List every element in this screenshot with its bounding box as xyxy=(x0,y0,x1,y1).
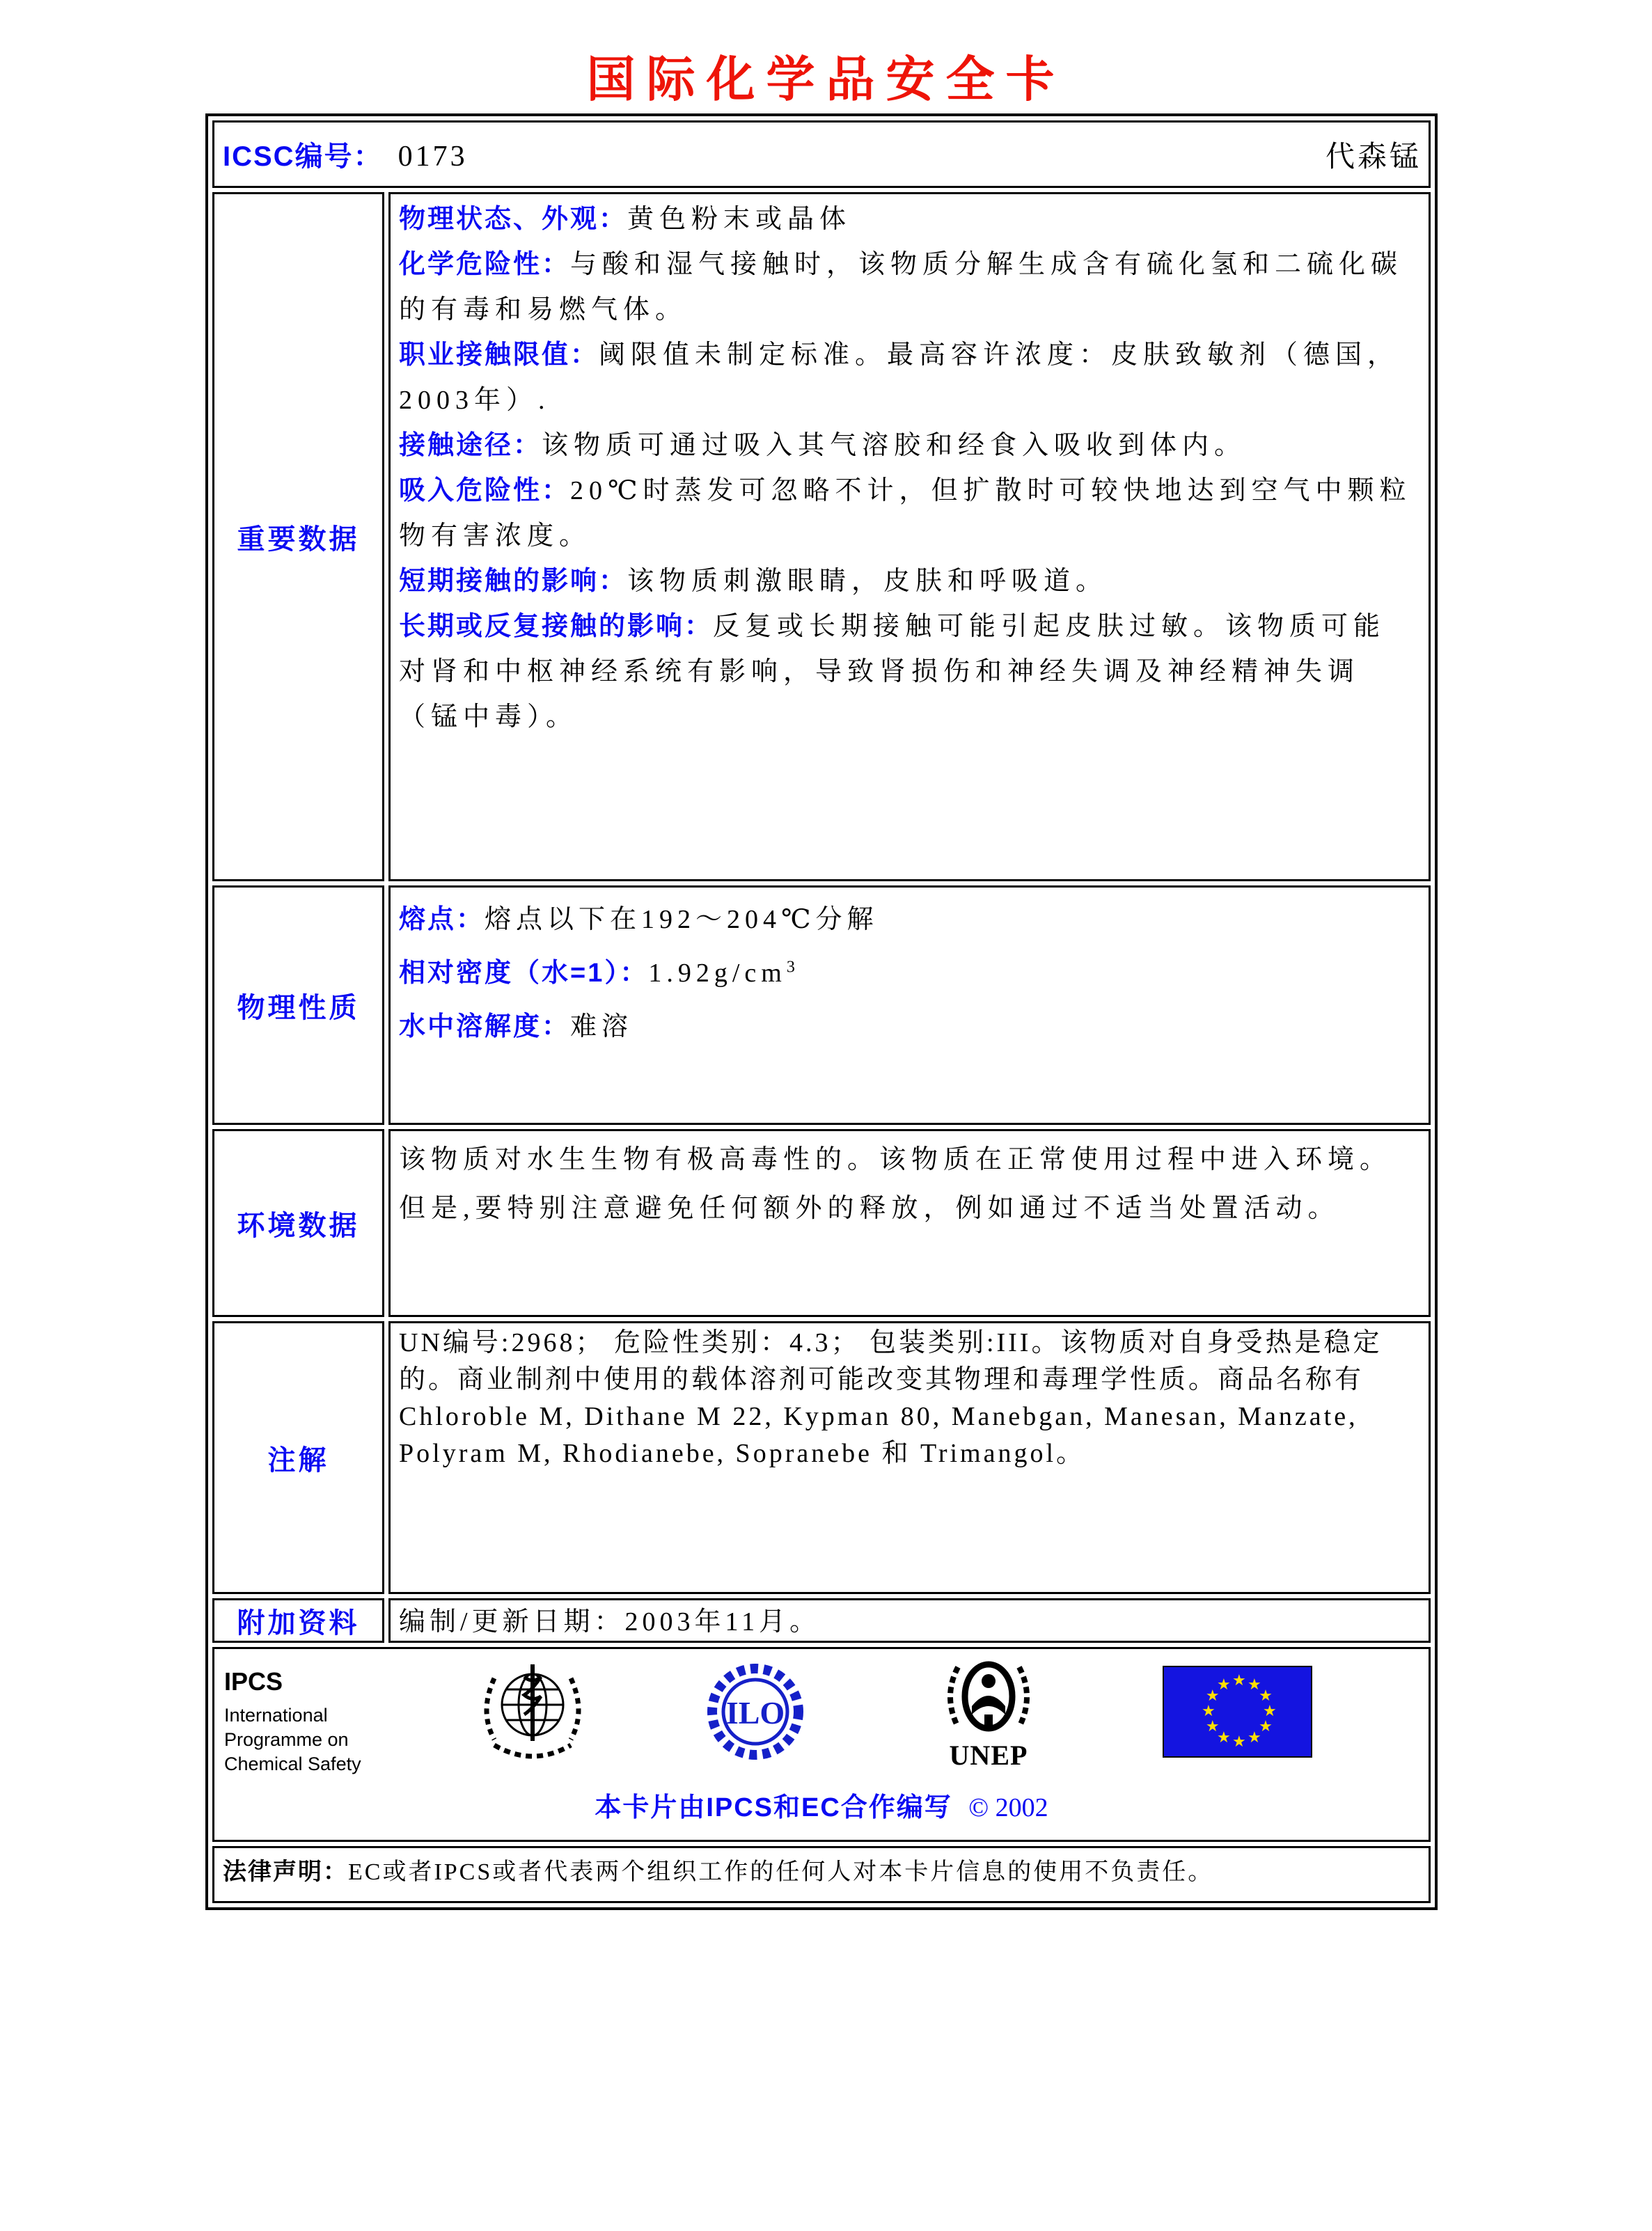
additional-info-text: 编制/更新日期：2003年11月。 xyxy=(399,1607,821,1637)
legal-cell xyxy=(212,1846,1431,1903)
credit-year: © 2002 xyxy=(968,1793,1048,1822)
legal-text: EC或者IPCS或者代表两个组织工作的任何人对本卡片信息的使用不负责任。 xyxy=(348,1859,1214,1885)
who-logo-icon xyxy=(473,1657,592,1772)
notes-row xyxy=(212,1321,1431,1594)
chemical-name: 代森锰 xyxy=(1325,141,1422,173)
eu-star-icon: ★ xyxy=(1217,1729,1231,1747)
eu-star-icon: ★ xyxy=(1232,1672,1246,1689)
field-label: 吸入危险性： xyxy=(399,476,571,505)
physical-item xyxy=(399,947,1417,1000)
field-text: 熔点以下在192～204℃分解 xyxy=(485,905,879,934)
additional-info-content xyxy=(388,1598,1431,1643)
eu-star-icon: ★ xyxy=(1217,1676,1231,1694)
ipcs-title: IPCS xyxy=(224,1667,283,1696)
important-item xyxy=(399,197,1417,242)
important-item xyxy=(399,604,1417,740)
field-text: 20℃时蒸发可忽略不计，但扩散时可较快地达到空气中颗粒物有害浓度。 xyxy=(399,476,1412,551)
eu-star-icon: ★ xyxy=(1205,1687,1220,1705)
eu-star-icon: ★ xyxy=(1232,1733,1246,1751)
header-inner xyxy=(214,134,1429,175)
important-data-row xyxy=(212,192,1431,881)
field-label: 相对密度（水=1）： xyxy=(399,959,649,988)
logos-row xyxy=(212,1647,1431,1842)
eu-star-icon: ★ xyxy=(1248,1676,1261,1694)
field-text: 1.92g/cm xyxy=(648,959,787,988)
field-label: 物理状态、外观： xyxy=(399,205,628,234)
ipcs-subtitle-line: International xyxy=(224,1705,328,1726)
header-row xyxy=(212,120,1431,188)
field-text: 该物质可通过吸入其气溶胶和经食入吸收到体内。 xyxy=(542,431,1247,460)
icsc-number-value: 0173 xyxy=(398,141,468,173)
important-item xyxy=(399,333,1417,423)
important-item xyxy=(399,559,1417,604)
density-superscript: 3 xyxy=(786,958,800,977)
legal-row xyxy=(212,1846,1431,1903)
field-text: 反复或长期接触可能引起皮肤过敏。该物质可能对肾和中枢神经系统有影响，导致肾损伤和神经失调及神经精神失调（锰中毒）。 xyxy=(399,612,1386,732)
important-item xyxy=(399,423,1417,468)
field-text: 难溶 xyxy=(570,1012,634,1041)
eu-star-icon: ★ xyxy=(1259,1687,1273,1705)
field-text: 该物质刺激眼睛，皮肤和呼吸道。 xyxy=(627,567,1108,596)
environment-data-label: 环境数据 xyxy=(212,1129,384,1317)
notes-label: 注解 xyxy=(212,1321,384,1594)
field-label: 长期或反复接触的影响： xyxy=(399,612,714,641)
field-text: 阈限值未制定标准。最高容许浓度：皮肤致敏剂（德国，2003年）. xyxy=(399,340,1400,415)
credit-text: 本卡片由IPCS和EC合作编写 xyxy=(595,1793,952,1822)
important-data-label: 重要数据 xyxy=(212,192,384,881)
important-data-content xyxy=(388,192,1431,881)
ipcs-subtitle-line: Chemical Safety xyxy=(224,1753,361,1774)
physical-properties-row xyxy=(212,885,1431,1125)
field-text: 与酸和湿气接触时，该物质分解生成含有硫化氢和二硫化碳的有毒和易燃气体。 xyxy=(399,250,1403,324)
logos-cell xyxy=(212,1647,1431,1842)
additional-info-row xyxy=(212,1598,1431,1643)
eu-flag-icon xyxy=(1163,1666,1312,1758)
field-label: 水中溶解度： xyxy=(399,1012,571,1041)
notes-text: UN编号:2968； 危险性类别：4.3； 包装类别:III。该物质对自身受热是稳定的。商业制剂中使用的载体溶剂可能改变其物理和毒理学性质。商品名称有Chloroble M, Dithane M 22, Kypman 80, Manebgan, Manesan, Manzate, Polyram M, Rhodianebe, Sopranebe 和 Trimangol。 xyxy=(399,1328,1383,1468)
unep-logo-icon xyxy=(933,1655,1044,1772)
notes-content xyxy=(388,1321,1431,1594)
important-item xyxy=(399,242,1417,333)
important-item xyxy=(399,468,1417,559)
svg-text:ILO: ILO xyxy=(725,1695,785,1731)
eu-star-icon: ★ xyxy=(1248,1729,1261,1747)
eu-star-icon: ★ xyxy=(1263,1703,1277,1720)
icsc-number-label: ICSC编号： xyxy=(223,141,383,172)
ilo-logo-icon xyxy=(696,1657,815,1772)
field-text: 黄色粉末或晶体 xyxy=(627,205,852,234)
environment-data-row xyxy=(212,1129,1431,1317)
environment-data-content xyxy=(388,1129,1431,1317)
legal-text-block xyxy=(214,1848,1429,1889)
credit-line xyxy=(214,1785,1429,1824)
physical-item xyxy=(399,893,1417,947)
eu-star-icon: ★ xyxy=(1259,1718,1273,1735)
safety-card-table xyxy=(205,113,1438,1910)
environment-text: 该物质对水生生物有极高毒性的。该物质在正常使用过程中进入环境。但是,要特别注意避免任何额外的释放，例如通过不适当处置活动。 xyxy=(399,1145,1392,1223)
legal-label: 法律声明： xyxy=(223,1859,348,1885)
physical-properties-content xyxy=(388,885,1431,1125)
ipcs-text-block xyxy=(224,1667,361,1776)
eu-star-icon: ★ xyxy=(1202,1703,1216,1720)
ipcs-subtitle-line: Programme on xyxy=(224,1729,349,1750)
field-label: 职业接触限值： xyxy=(399,340,599,370)
physical-item xyxy=(399,1000,1417,1054)
field-label: 接触途径： xyxy=(399,431,542,460)
eu-star-icon: ★ xyxy=(1205,1718,1220,1735)
field-label: 化学危险性： xyxy=(399,250,571,279)
field-label: 熔点： xyxy=(399,905,485,934)
page-title: 国际化学品安全卡 xyxy=(586,54,1066,107)
header-cell xyxy=(212,120,1431,188)
field-label: 短期接触的影响： xyxy=(399,567,628,596)
unep-caption: UNEP xyxy=(949,1740,1028,1771)
physical-properties-label: 物理性质 xyxy=(212,885,384,1125)
icsc-number-group xyxy=(223,134,468,174)
additional-info-label: 附加资料 xyxy=(212,1598,384,1643)
